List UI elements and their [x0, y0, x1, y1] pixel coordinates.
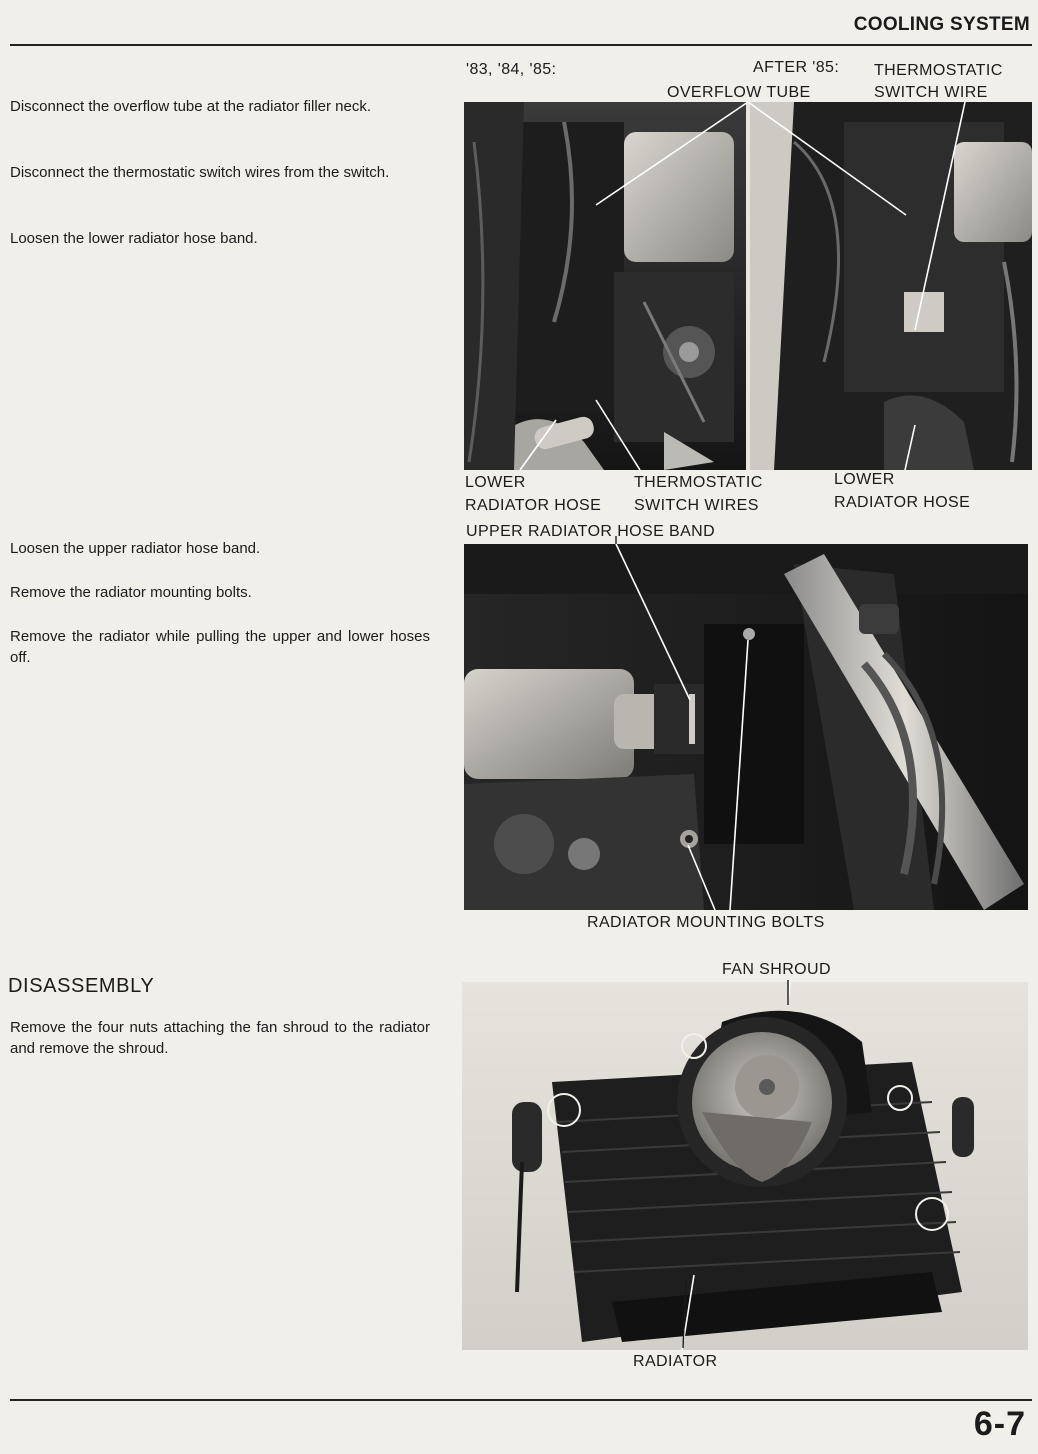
photo-radiator-fan-assembly [462, 982, 1028, 1350]
label-thermostatic-switch-wires-line1: THERMOSTATIC [634, 474, 763, 491]
page-header-title: COOLING SYSTEM [853, 14, 1030, 35]
label-radiator-mounting-bolts: RADIATOR MOUNTING BOLTS [587, 914, 825, 931]
label-lower-radiator-hose-left-line2: RADIATOR HOSE [465, 497, 602, 514]
photo-upper-hose-illustration [464, 544, 1028, 910]
label-upper-radiator-hose-band: UPPER RADIATOR HOSE BAND [466, 523, 716, 540]
section-title-disassembly: DISASSEMBLY [8, 975, 155, 997]
page-number: 6-7 [973, 1405, 1026, 1443]
label-thermostatic-switch-wires-line2: SWITCH WIRES [634, 497, 759, 514]
label-thermostatic-switch-wire-line2: SWITCH WIRE [874, 84, 988, 101]
label-lower-radiator-hose-left-line1: LOWER [465, 474, 526, 491]
label-lower-radiator-hose-right-line1: LOWER [834, 471, 895, 488]
label-model-years-after: AFTER '85: [753, 59, 840, 76]
header-rule [10, 44, 1032, 46]
instruction-loosen-lower-hose: Loosen the lower radiator hose band. [10, 230, 258, 247]
instruction-disconnect-switch-wires: Disconnect the thermostatic switch wires from the switch. [10, 164, 390, 181]
photo-upper-hose-and-bolts [464, 544, 1028, 910]
label-lower-radiator-hose-right-line2: RADIATOR HOSE [834, 494, 971, 511]
instruction-remove-radiator: Remove the radiator while pulling the upper and lower hoses off. [10, 628, 430, 666]
label-thermostatic-switch-wire-line1: THERMOSTATIC [874, 62, 1003, 79]
photo-lower-hose-illustration [464, 102, 1032, 470]
label-model-years-early: '83, '84, '85: [466, 61, 557, 78]
instruction-remove-fan-shroud: Remove the four nuts attaching the fan shroud to the radiator and remove the shroud. [10, 1019, 430, 1057]
footer-rule [10, 1399, 1032, 1401]
photo-radiator-removal-lower [464, 102, 1032, 470]
instruction-disconnect-overflow-tube: Disconnect the overflow tube at the radiator filler neck. [10, 98, 372, 115]
instruction-remove-mounting-bolts: Remove the radiator mounting bolts. [10, 584, 252, 601]
instruction-loosen-upper-hose: Loosen the upper radiator hose band. [10, 540, 261, 557]
label-overflow-tube: OVERFLOW TUBE [667, 84, 811, 101]
photo-fan-shroud-illustration [462, 982, 1028, 1350]
label-radiator: RADIATOR [633, 1353, 718, 1370]
label-fan-shroud: FAN SHROUD [722, 961, 831, 978]
